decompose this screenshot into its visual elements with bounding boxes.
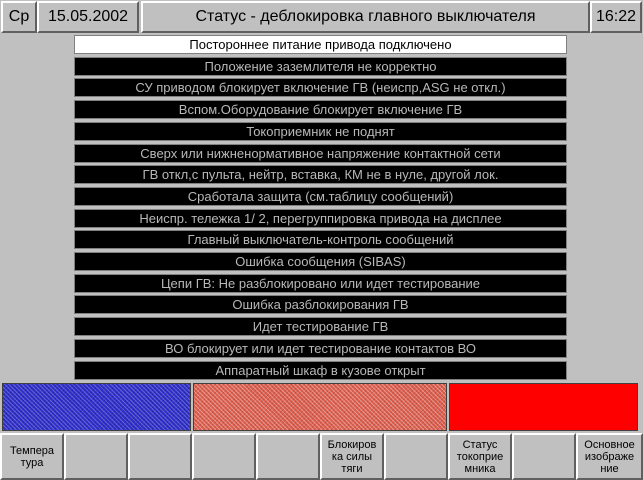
softkey-main-screen[interactable]: Основное изображе ние <box>576 433 643 480</box>
header-bar <box>0 0 643 34</box>
status-row: Токоприемник не поднят <box>74 122 567 141</box>
status-row: ВО блокирует или идет тестирование контактов ВО <box>74 339 567 358</box>
softkey-7[interactable] <box>384 433 448 480</box>
softkey-traction-lock[interactable]: Блокиров ка силы тяги <box>320 433 384 480</box>
status-row: Неиспр. тележка 1/ 2, перегруппировка привода на дисплее <box>74 209 567 228</box>
status-row: Цепи ГВ: Не разблокировано или идет тестирование <box>74 274 567 293</box>
status-row: Ошибка сообщения (SIBAS) <box>74 252 567 271</box>
status-row: ГВ откл,с пульта, нейтр, вставка, КМ не в нуле, другой лок. <box>74 165 567 184</box>
status-row: Ошибка разблокирования ГВ <box>74 295 567 314</box>
status-block-hatched-red <box>193 383 447 431</box>
softkey-5[interactable] <box>256 433 320 480</box>
status-block-blue <box>2 383 191 431</box>
status-row: Главный выключатель-контроль сообщений <box>74 230 567 249</box>
status-row: Вспом.Оборудование блокирует включение ГВ <box>74 100 567 119</box>
softkey-3[interactable] <box>128 433 192 480</box>
date-display: 15.05.2002 <box>37 1 139 33</box>
status-row: Сработала защита (см.таблицу сообщений) <box>74 187 567 206</box>
status-row: Идет тестирование ГВ <box>74 317 567 336</box>
day-of-week: Ср <box>1 1 37 33</box>
status-row: Постороннее питание привода подключено <box>74 35 567 54</box>
softkey-bar <box>0 433 643 480</box>
status-block-red <box>449 383 638 431</box>
status-row: Сверх или нижненормативное напряжение контактной сети <box>74 144 567 163</box>
status-color-bar <box>0 383 643 431</box>
softkey-temperature[interactable]: Темпера тура <box>0 433 64 480</box>
softkey-9[interactable] <box>512 433 576 480</box>
softkey-4[interactable] <box>192 433 256 480</box>
status-row: Положение заземлителя не корректно <box>74 57 567 76</box>
softkey-pantograph-status[interactable]: Статус токоприе мника <box>448 433 512 480</box>
page-title: Статус - деблокировка главного выключателя <box>141 1 590 33</box>
softkey-2[interactable] <box>64 433 128 480</box>
status-row: Аппаратный шкаф в кузове открыт <box>74 361 567 380</box>
time-display: 16:22 <box>590 1 642 33</box>
status-row: СУ приводом блокирует включение ГВ (неиспр,ASG не откл.) <box>74 78 567 97</box>
